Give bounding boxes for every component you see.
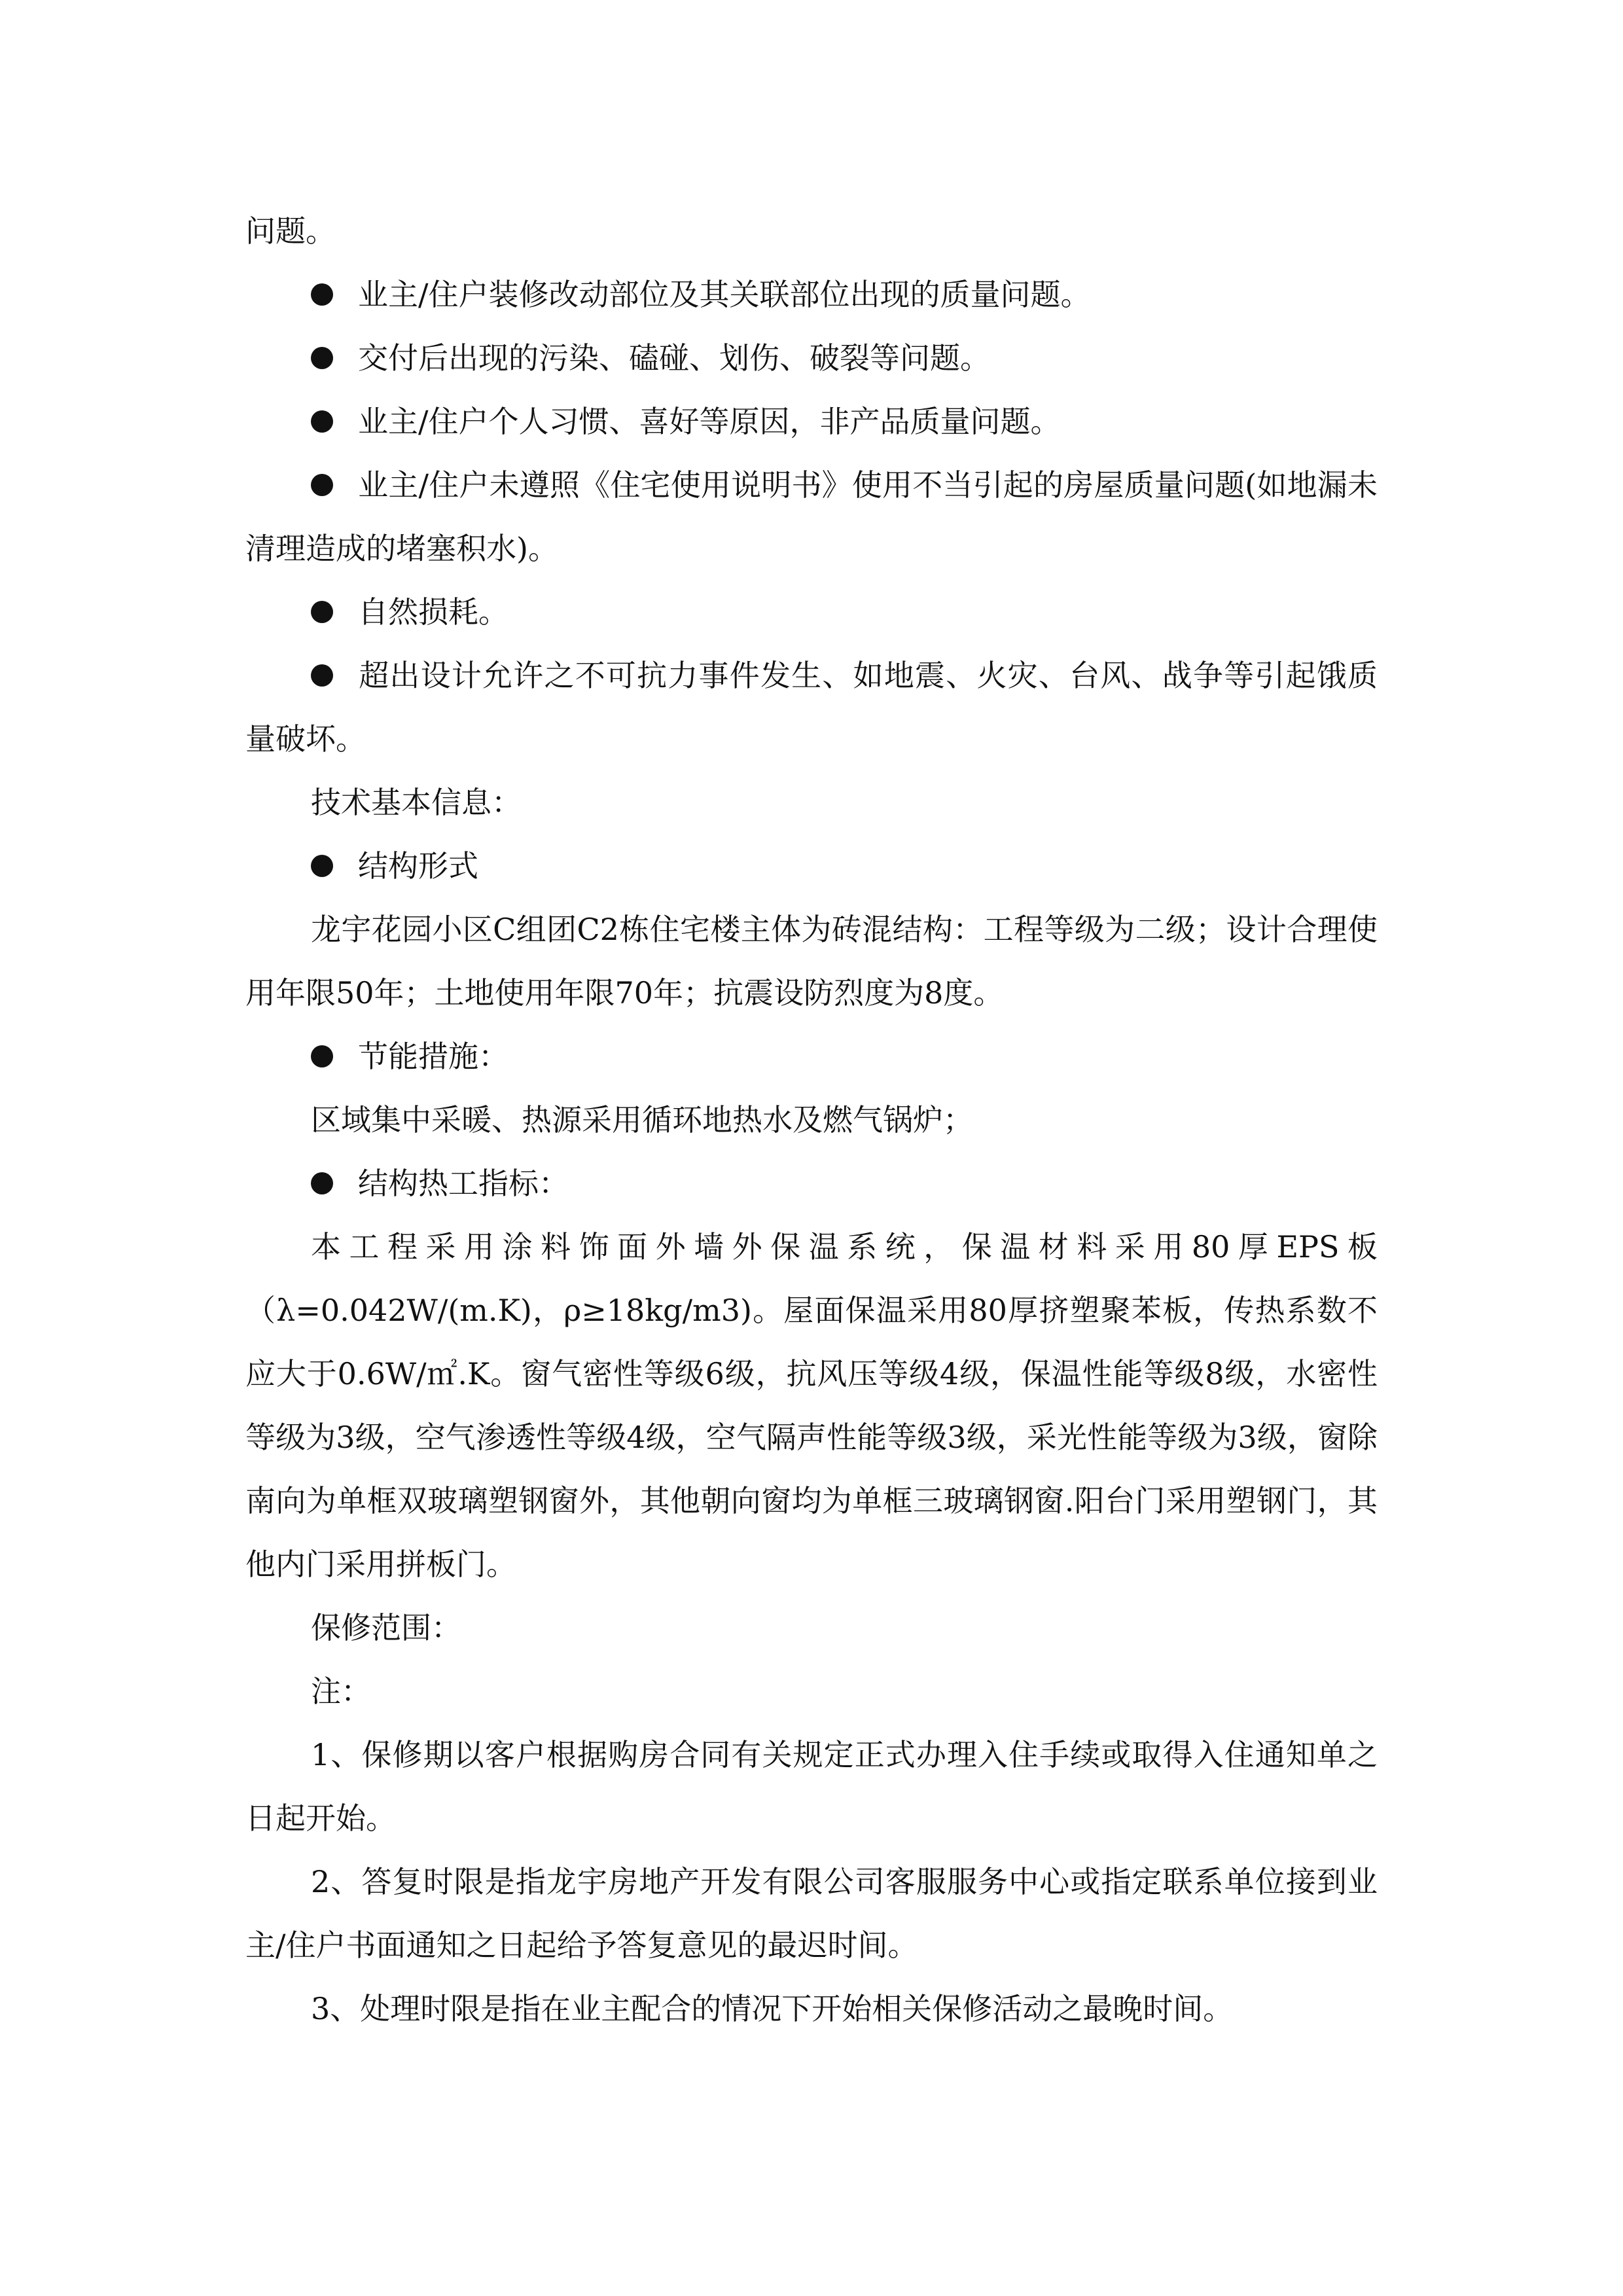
list-item-text: 自然损耗。 (358, 594, 508, 630)
energy-text: 区域集中采暖、热源采用循环地热水及燃气锅炉； (311, 1102, 973, 1138)
energy-label (245, 1025, 1378, 1088)
bullet-icon (311, 474, 333, 496)
list-item (245, 454, 1378, 581)
structure-label (245, 834, 1378, 898)
bullet-icon (311, 855, 333, 877)
tech-heading: 技术基本信息： (311, 785, 522, 820)
structure-label-text: 结构形式 (358, 848, 478, 884)
list-item (245, 263, 1378, 327)
list-item (245, 390, 1378, 454)
list-item (245, 327, 1378, 390)
list-item-text: 交付后出现的污染、磕碰、划伤、破裂等问题。 (358, 340, 990, 376)
thermal-text: 本工程采用涂料饰面外墙外保温系统，保温材料采用80厚EPS板（λ=0.042W/(m.K)，ρ≥18kg/m3)。屋面保温采用80厚挤塑聚苯板，传热系数不应大于0.6W/㎡.K。窗气密性等级6级，抗风压等级4级，保温性能等级8级，水密性等级为3级，空气渗透性等级4级，空气隔声性能等级3级，采光性能等级为3级，窗除南向为单框双玻璃塑钢窗外，其他朝向窗均为单框三玻璃钢窗.阳台门采用塑钢门，其他内门采用拼板门。 (245, 1229, 1378, 1582)
list-item (245, 644, 1378, 771)
bullet-icon (311, 410, 333, 433)
note-item: 3、处理时限是指在业主配合的情况下开始相关保修活动之最晚时间。 (311, 1991, 1234, 2026)
list-item-text: 超出设计允许之不可抗力事件发生、如地震、火灾、台风、战争等引起饿质量破坏。 (245, 658, 1378, 757)
note-item: 1、保修期以客户根据购房合同有关规定正式办理入住手续或取得入住通知单之日起开始。 (245, 1737, 1378, 1836)
bullet-icon (311, 1045, 333, 1067)
warranty-heading: 保修范围： (311, 1610, 461, 1645)
bullet-icon (311, 283, 333, 306)
list-item-text: 业主/住户个人习惯、喜好等原因，非产品质量问题。 (358, 404, 1061, 439)
structure-text: 龙宇花园小区C组团C2栋住宅楼主体为砖混结构：工程等级为二级；设计合理使用年限50年；土地使用年限70年；抗震设防烈度为8度。 (245, 912, 1378, 1011)
bullet-icon (311, 664, 333, 687)
continuation-text: 问题。 (245, 213, 336, 249)
energy-label-text: 节能措施： (358, 1039, 508, 1074)
thermal-label-text: 结构热工指标： (358, 1166, 569, 1201)
bullet-icon (311, 1172, 333, 1194)
list-item (245, 581, 1378, 644)
note-item: 2、答复时限是指龙宇房地产开发有限公司客服服务中心或指定联系单位接到业主/住户书面通知之日起给予答复意见的最迟时间。 (245, 1864, 1378, 1963)
list-item-text: 业主/住户装修改动部位及其关联部位出现的质量问题。 (358, 277, 1091, 312)
bullet-icon (311, 347, 333, 369)
note-heading: 注： (311, 1674, 371, 1709)
list-item-text: 业主/住户未遵照《住宅使用说明书》使用不当引起的房屋质量问题(如地漏未清理造成的堵塞积水)。 (245, 467, 1378, 566)
document-page (245, 200, 1378, 2041)
bullet-icon (311, 601, 333, 623)
thermal-label (245, 1152, 1378, 1215)
